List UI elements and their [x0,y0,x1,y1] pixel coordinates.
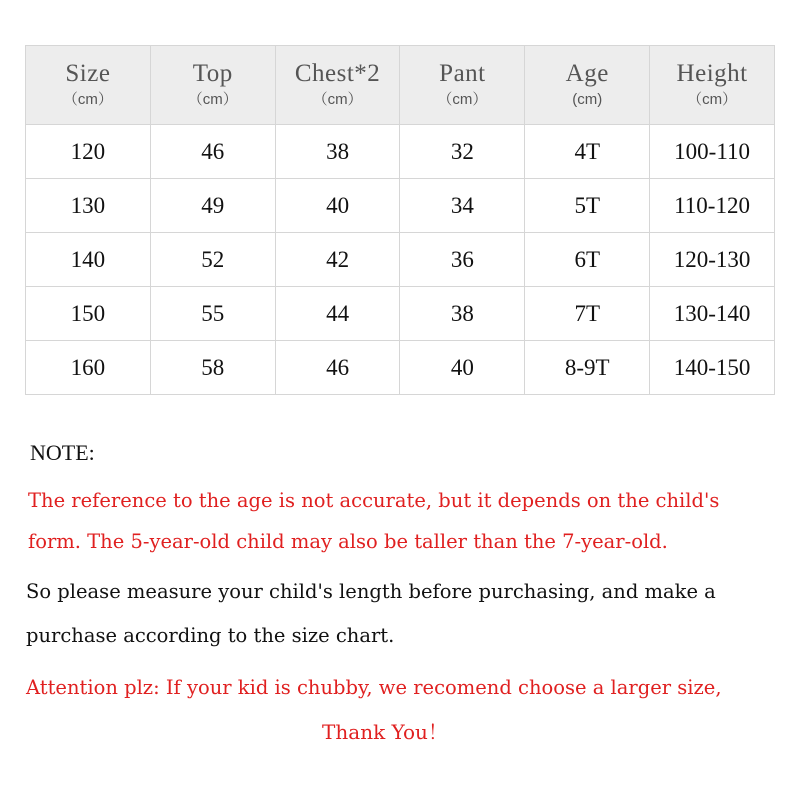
cell-height: 110-120 [650,179,775,233]
table-row [26,341,775,395]
cell-pant: 32 [400,125,525,179]
cell-chest: 46 [275,341,400,395]
cell-age: 5T [525,179,650,233]
cell-pant: 36 [400,233,525,287]
header-label: Height [676,60,748,87]
cell-size: 130 [26,179,151,233]
header-label: Chest*2 [294,60,381,87]
cell-pant: 40 [400,341,525,395]
header-pant [400,46,525,125]
header-height [650,46,775,125]
table-row [26,179,775,233]
cell-top: 49 [150,179,275,233]
cell-chest: 44 [275,287,400,341]
cell-chest: 38 [275,125,400,179]
cell-chest: 40 [275,179,400,233]
header-label: Size [65,60,111,87]
measure-advice-text: So please measure your child's length before purchasing, and make a purchase according to the size chart. [26,580,716,647]
table-row [26,233,775,287]
cell-size: 140 [26,233,151,287]
header-age [525,46,650,125]
table-row [26,125,775,179]
table-row [26,287,775,341]
attention-text: Attention plz: If your kid is chubby, we recomend choose a larger size, [26,676,722,699]
cell-height: 120-130 [650,233,775,287]
header-chest [275,46,400,125]
header-size [26,46,151,125]
table-header-row [26,46,775,125]
cell-age: 6T [525,233,650,287]
note-heading: NOTE: [30,440,95,465]
cell-age: 4T [525,125,650,179]
cell-height: 140-150 [650,341,775,395]
header-label: Top [192,60,233,87]
cell-pant: 34 [400,179,525,233]
cell-age: 8-9T [525,341,650,395]
cell-size: 120 [26,125,151,179]
cell-chest: 42 [275,233,400,287]
size-chart-table [25,45,775,395]
header-unit: （cm） [62,91,113,108]
cell-top: 52 [150,233,275,287]
header-label: Age [565,60,609,87]
cell-top: 46 [150,125,275,179]
cell-pant: 38 [400,287,525,341]
cell-size: 150 [26,287,151,341]
cell-age: 7T [525,287,650,341]
header-unit: （cm） [312,91,363,108]
header-unit: （cm） [687,91,738,108]
header-unit: （cm） [187,91,238,108]
cell-height: 130-140 [650,287,775,341]
age-disclaimer-text: The reference to the age is not accurate, but it depends on the child's form. The 5-year-old child may also be taller than the 7-year-old. [28,489,720,553]
header-top [150,46,275,125]
cell-top: 55 [150,287,275,341]
header-unit: (cm) [572,91,603,108]
header-unit: （cm） [437,91,488,108]
cell-height: 100-110 [650,125,775,179]
cell-top: 58 [150,341,275,395]
thank-you-text: Thank You！ [322,720,448,744]
header-label: Pant [439,60,486,87]
cell-size: 160 [26,341,151,395]
